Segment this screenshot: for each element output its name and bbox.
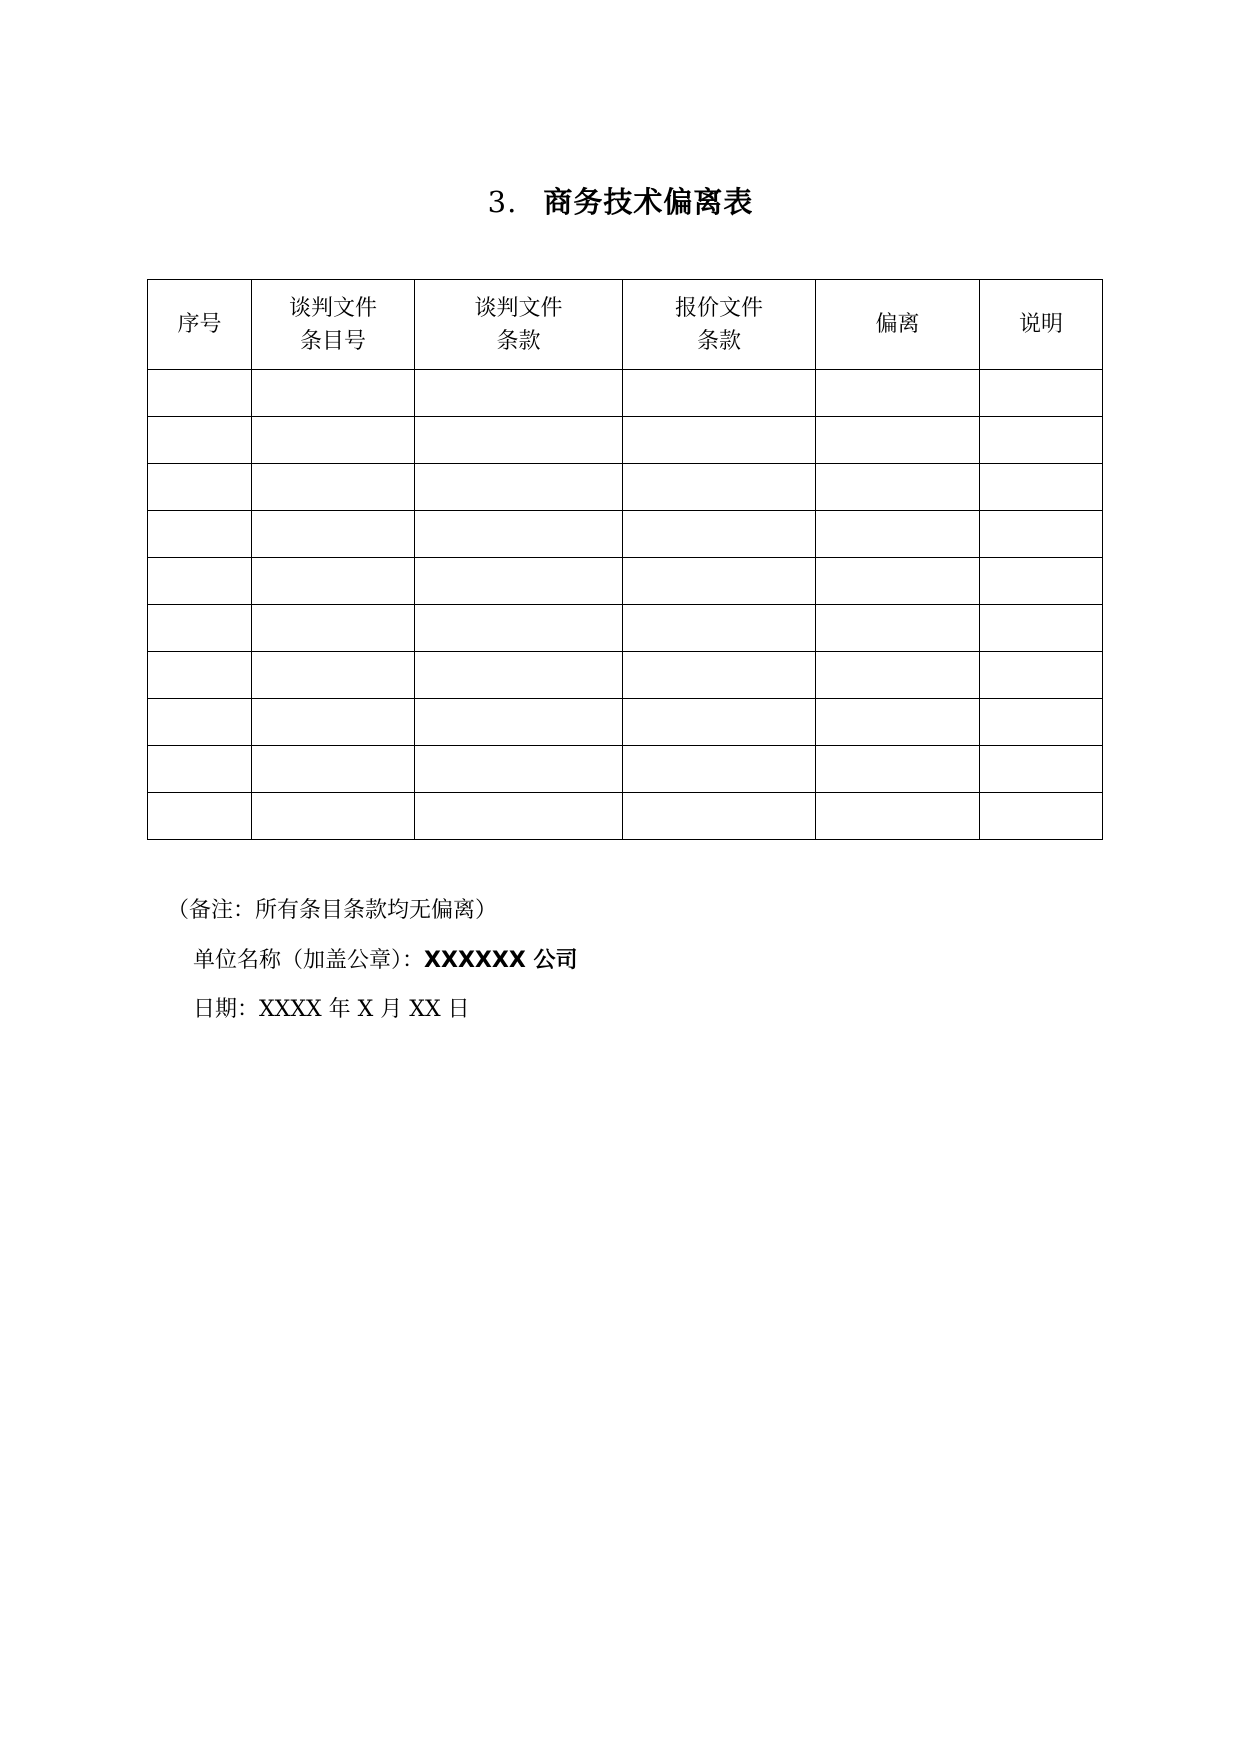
table-cell	[623, 558, 816, 605]
table-cell	[252, 652, 415, 699]
remark-text: （备注：所有条目条款均无偏离）	[167, 898, 498, 923]
table-body	[148, 370, 1103, 840]
table-cell	[816, 417, 980, 464]
table-row	[148, 464, 1103, 511]
table-cell	[148, 417, 252, 464]
table-cell	[252, 793, 415, 840]
table-cell	[623, 370, 816, 417]
date-line	[193, 992, 470, 1023]
table-cell	[816, 511, 980, 558]
table-cell	[980, 793, 1103, 840]
table-cell	[415, 699, 623, 746]
table-cell	[980, 652, 1103, 699]
table-cell	[816, 464, 980, 511]
table-cell	[252, 464, 415, 511]
table-row	[148, 417, 1103, 464]
table-cell	[148, 699, 252, 746]
table-row	[148, 370, 1103, 417]
table-row	[148, 605, 1103, 652]
header-serial-no: 序号	[148, 280, 252, 370]
header-negotiation-item-no: 谈判文件 条目号	[252, 280, 415, 370]
table-cell	[980, 699, 1103, 746]
table-cell	[816, 793, 980, 840]
table-cell	[816, 370, 980, 417]
table-cell	[148, 793, 252, 840]
table-cell	[415, 464, 623, 511]
table-cell	[980, 417, 1103, 464]
company-label: 单位名称（加盖公章）：	[193, 948, 425, 973]
deviation-table	[147, 279, 1103, 840]
table-cell	[252, 746, 415, 793]
table-cell	[252, 699, 415, 746]
table-cell	[623, 652, 816, 699]
page-title	[0, 180, 1241, 221]
company-line	[193, 943, 577, 974]
table-cell	[623, 511, 816, 558]
table-cell	[252, 605, 415, 652]
table-cell	[816, 652, 980, 699]
date-label: 日期：	[193, 997, 260, 1022]
table-cell	[623, 417, 816, 464]
table-cell	[148, 652, 252, 699]
table-cell	[415, 746, 623, 793]
header-deviation: 偏离	[816, 280, 980, 370]
header-quotation-clause: 报价文件 条款	[623, 280, 816, 370]
table-row	[148, 652, 1103, 699]
table-cell	[816, 699, 980, 746]
table-cell	[980, 558, 1103, 605]
table-cell	[252, 558, 415, 605]
company-value: XXXXXX 公司	[424, 948, 578, 973]
table-row	[148, 793, 1103, 840]
table-cell	[980, 605, 1103, 652]
table-header-row	[148, 280, 1103, 370]
table-row	[148, 511, 1103, 558]
table-cell	[148, 370, 252, 417]
table-cell	[623, 746, 816, 793]
table-cell	[623, 699, 816, 746]
table-row	[148, 558, 1103, 605]
table-cell	[623, 605, 816, 652]
table-cell	[252, 417, 415, 464]
table-cell	[623, 464, 816, 511]
table-cell	[415, 793, 623, 840]
table-row	[148, 699, 1103, 746]
table-cell	[980, 746, 1103, 793]
header-negotiation-clause: 谈判文件 条款	[415, 280, 623, 370]
table-cell	[980, 464, 1103, 511]
table-cell	[148, 558, 252, 605]
table-cell	[415, 652, 623, 699]
table-cell	[415, 511, 623, 558]
table-cell	[415, 558, 623, 605]
table-cell	[816, 605, 980, 652]
table-cell	[816, 746, 980, 793]
table-cell	[415, 370, 623, 417]
table-cell	[148, 511, 252, 558]
table-cell	[980, 370, 1103, 417]
table-cell	[623, 793, 816, 840]
table-cell	[816, 558, 980, 605]
table-cell	[148, 746, 252, 793]
table-cell	[148, 605, 252, 652]
header-explanation: 说明	[980, 280, 1103, 370]
date-value: XXXX 年 X 月 XX 日	[259, 997, 470, 1022]
section-number: 3.	[487, 185, 518, 219]
table-row	[148, 746, 1103, 793]
table-cell	[415, 417, 623, 464]
table-cell	[252, 511, 415, 558]
table-cell	[148, 464, 252, 511]
table-cell	[252, 370, 415, 417]
table-cell	[980, 511, 1103, 558]
section-title: 商务技术偏离表	[543, 185, 754, 219]
table-cell	[415, 605, 623, 652]
